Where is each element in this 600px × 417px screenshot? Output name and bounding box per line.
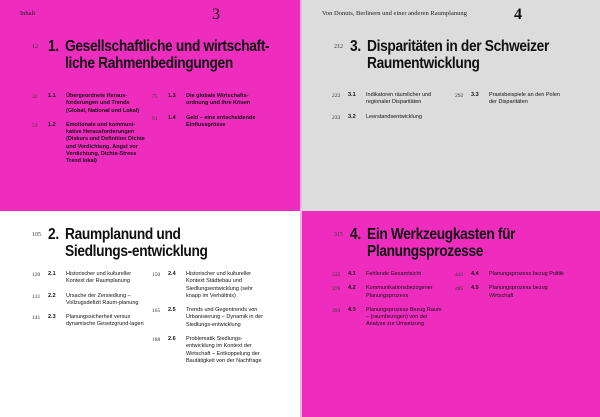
toc-entry[interactable]	[152, 271, 266, 300]
entry-page: 335	[332, 272, 341, 278]
toc-entry[interactable]	[332, 285, 446, 300]
entry-page: 165	[152, 308, 161, 315]
toc-column-left	[32, 93, 146, 173]
chapter-heading-3[interactable]	[334, 38, 597, 72]
chapter-4-panel	[300, 208, 600, 417]
chapter-heading-1[interactable]	[32, 38, 300, 72]
toc-entry[interactable]	[332, 92, 446, 107]
toc-column-right	[152, 271, 266, 372]
toc-column-left	[332, 271, 446, 336]
entry-page: 485	[455, 286, 464, 293]
toc-entry[interactable]	[32, 293, 146, 308]
entry-page: 131	[32, 293, 41, 300]
toc-entry[interactable]	[32, 271, 146, 286]
entry-text: Planungsprozess bezug Wirtschaft	[489, 285, 548, 299]
chapter-title: Raumplanund und Siedlungs-entwicklung	[64, 226, 208, 260]
entry-text: Übergeordnete Heraus-forderungen und Trends (Global, National und Lokal)	[66, 93, 140, 114]
entry-page: 393	[332, 307, 341, 314]
entry-section: 2.6	[168, 336, 176, 343]
entry-section: 2.3	[48, 314, 56, 321]
entry-page: 378	[332, 286, 341, 293]
entry-page: 233	[332, 114, 341, 121]
entry-text: Ursache der Zersiedlung – Vollzugsdefizit Raum-planung	[66, 292, 139, 306]
toc-entry[interactable]	[152, 336, 266, 365]
page-3-panel	[0, 0, 300, 208]
chapter-heading-4[interactable]	[334, 226, 567, 260]
entry-section: 2.5	[168, 307, 176, 314]
running-head: Von Donuts, Berlinern und einer anderen Raumplanung	[322, 10, 467, 17]
chapter-page: 212	[334, 44, 343, 50]
entry-text: Leerstandsentwicklung	[366, 113, 422, 120]
entry-page: 292	[455, 93, 464, 99]
entry-page: 443	[455, 272, 464, 278]
chapter-page: 315	[334, 232, 343, 238]
chapter-number: 3.	[350, 38, 361, 55]
entry-page: 150	[152, 272, 161, 278]
chapter-page: 12	[32, 44, 38, 50]
chapter-title: Disparitäten in der Schweizer Raumentwicklung	[366, 38, 549, 72]
toc-column-right	[455, 271, 569, 307]
toc-entry[interactable]	[152, 115, 266, 130]
entry-section: 2.1	[48, 271, 56, 277]
entry-text: Historischer und kultureller Kontext der Raumplanung	[66, 271, 132, 285]
entry-text: Kommunikationsbezogener Planungsprozess	[366, 285, 433, 299]
entry-page: 91	[152, 115, 158, 122]
chapter-heading-2[interactable]	[32, 226, 275, 260]
entry-page: 222	[332, 93, 341, 99]
toc-entry[interactable]	[32, 93, 146, 115]
entry-section: 1.4	[168, 114, 176, 121]
toc-entry[interactable]	[332, 114, 446, 121]
entry-section: 1.1	[48, 93, 56, 99]
chapter-page: 105	[32, 232, 41, 238]
toc-column-right	[152, 93, 266, 136]
toc-column-left	[32, 271, 146, 336]
running-head: Inhalt	[20, 10, 36, 17]
chapter-title: Ein Werkzeugkasten für Planungsprozesse	[366, 226, 515, 260]
entry-text: Indikatoren räumlicher und regionaler Disparitäten	[366, 92, 432, 106]
entry-text: Problematik Siedlungs-entwicklung im Kontext der Wirtschaft – Entkoppelung der Bautätigkeit von der Nachfrage	[186, 336, 262, 364]
entry-section: 2.2	[48, 292, 56, 299]
entry-text: Geld – eine entscheidende Einflussgrösse	[186, 114, 256, 128]
entry-text: Emotionale und kommuni-kative Herausforderungen (Diskurs und Definition Dichte und Verdichtung, Angst vor Verdichtung, Dichte-Stress Trend lokal)	[66, 121, 145, 165]
entry-text: Die globale Wirtschafts-ordnung und ihre Krisen	[186, 93, 251, 107]
entry-section: 3.1	[348, 92, 356, 98]
entry-text: Praxisbeispiele an den Polen der Disparitäten	[489, 92, 560, 106]
chapter-number: 2.	[48, 226, 59, 243]
entry-section: 4.3	[348, 306, 356, 313]
entry-section: 1.2	[48, 121, 56, 128]
entry-page: 141	[32, 315, 41, 322]
entry-section: 1.3	[168, 93, 176, 99]
toc-entry[interactable]	[332, 271, 446, 278]
toc-entry[interactable]	[32, 122, 146, 166]
entry-text: Historischer und kultureller Kontext Städtebau und Siedlungsentwicklung (sehr knapp im Verhältnis)	[186, 271, 253, 299]
entry-page: 32	[32, 94, 38, 100]
entry-section: 3.2	[348, 113, 356, 120]
chapter-number: 1.	[48, 38, 59, 55]
entry-page: 188	[152, 337, 161, 344]
chapter-number: 4.	[350, 226, 361, 243]
entry-section: 4.2	[348, 285, 356, 292]
entry-section: 4.4	[471, 271, 479, 277]
entry-text: Trends und Gegentrends von Urbanisierung – Dynamik in der Siedlungs-entwicklung	[186, 307, 264, 328]
entry-page: 75	[152, 94, 158, 100]
toc-entry[interactable]	[332, 307, 446, 329]
page-4-panel	[300, 0, 600, 208]
chapter-title: Gesellschaftliche und wirtschaft-liche Rahmenbedingungen	[64, 38, 270, 72]
entry-section: 2.4	[168, 271, 176, 277]
toc-column-left	[332, 92, 446, 128]
entry-section: 4.1	[348, 271, 356, 277]
toc-entry[interactable]	[455, 285, 569, 300]
entry-text: Planungsprozess bezug Politik	[489, 271, 564, 277]
entry-section: 4.5	[471, 285, 479, 292]
toc-entry[interactable]	[32, 314, 146, 329]
toc-column-right	[455, 92, 569, 114]
entry-text: Planungsprozess Bezug Raum – (raumbezogen) von der Analyse zur Umsetzung	[366, 306, 442, 328]
entry-page: 53	[32, 122, 38, 129]
toc-entry[interactable]	[455, 271, 569, 278]
chapter-2-panel	[0, 208, 300, 417]
page-number: 3	[212, 6, 220, 23]
toc-entry[interactable]	[152, 307, 266, 329]
toc-entry[interactable]	[152, 93, 266, 108]
entry-section: 3.3	[471, 92, 479, 98]
page-number: 4	[514, 6, 522, 23]
toc-entry[interactable]	[455, 92, 569, 107]
entry-page: 120	[32, 272, 41, 278]
entry-text: Planungssicherheit versus dynamische Gesetzgrund-lagen	[66, 314, 144, 328]
entry-text: Fehlende Gesamtsicht	[366, 271, 422, 277]
